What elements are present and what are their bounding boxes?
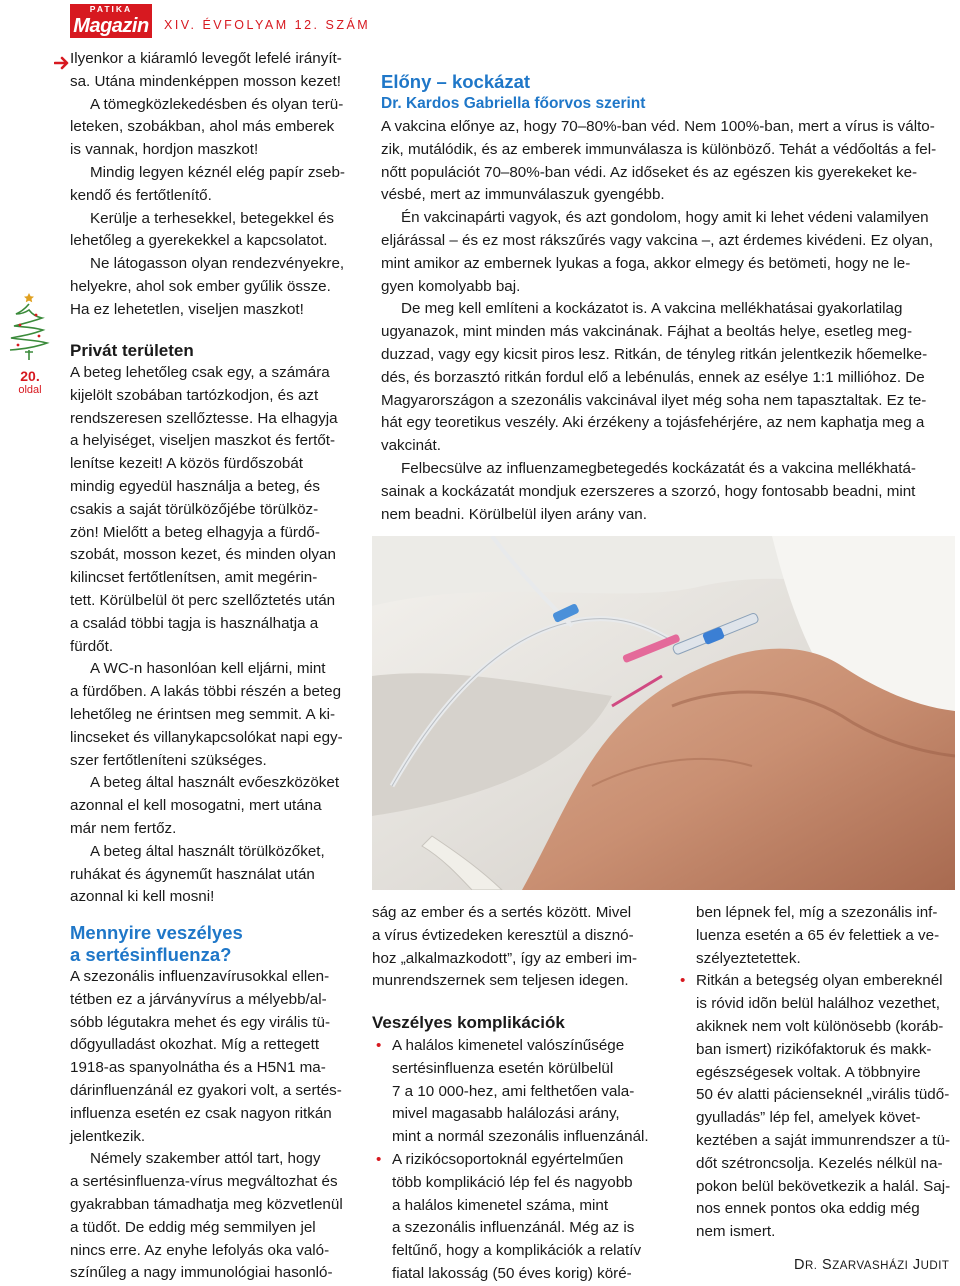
- page-ref-word: oldal: [18, 384, 42, 396]
- text-line: nem beadni. Körülbelül ilyen arány van.: [381, 505, 647, 523]
- text-line: A WC-n hasonlóan kell eljárni, mint: [90, 660, 326, 678]
- text-line: Ilyenkor a kiáramló levegőt lefelé irányít-: [70, 50, 342, 67]
- text-line: szobát, mosson kezet, és minden olyan: [70, 546, 336, 564]
- text-line: a helyiséget, viseljen maszkot és fertőt-: [70, 432, 336, 450]
- text-line: mivel magasabb halálozási arány,: [392, 1105, 620, 1123]
- text-line: jelentkezik.: [70, 1127, 146, 1145]
- text-line: Kerülje a terhesekkel, betegekkel és: [90, 209, 334, 227]
- text-line: zik, mutálódik, és az emberek immunválasza is különböző. Tehát a védőoltás a fel-: [381, 140, 937, 158]
- text-line: duzzad, vagy egy kicsit piros lesz. Ritkán, de tényleg ritkán jelentkezik hőemelke-: [381, 345, 928, 363]
- patika-magazin-logo: [70, 4, 152, 38]
- text-line: sertésinfluenza esetén körülbelül: [392, 1059, 614, 1077]
- text-line: fürdőt.: [70, 637, 114, 655]
- page-ref-number: 20.: [20, 368, 40, 384]
- text-line: leteken, szobákban, ahol más emberek: [70, 118, 335, 136]
- text-line: vésbé, mert az immunválaszuk gyengébb.: [381, 186, 665, 204]
- logo-top-text: PATIKA: [70, 4, 152, 14]
- private-heading: Privát területen: [70, 341, 194, 360]
- author-text: R.: [804, 1260, 818, 1272]
- bullet-icon: •: [376, 1037, 382, 1054]
- text-line: eljárással – és ez most rákszűrés vagy vakcina –, azt érdemes kivédeni. Ez olyan,: [381, 231, 934, 249]
- text-line: a vírus évtizedeken keresztül a disznó-: [372, 926, 634, 944]
- text-line: vakcinát.: [381, 437, 441, 455]
- text-line: Ritkán a betegség olyan embereknél: [696, 972, 943, 990]
- text-line: pokon belül bekövetkezik a halál. Saj-: [696, 1177, 951, 1195]
- text-line: feltűnő, hogy a komplikációk a relatív: [392, 1242, 642, 1260]
- text-line: dőgyulladást okozhat. Míg a rettegett: [70, 1036, 320, 1054]
- author-text: UDIT: [920, 1260, 950, 1272]
- text-line: helyekre, ahol sok ember gyűlik össze.: [70, 277, 331, 295]
- text-line: keztében a saját immunrendszer a tü-: [696, 1131, 951, 1149]
- bullet-icon: •: [376, 1150, 382, 1168]
- text-line: zön! Mielőtt a beteg elhagyja a fürdő-: [70, 523, 320, 541]
- text-line: munrendszernek sem teljesen idegen.: [372, 972, 629, 990]
- list-item: [372, 1035, 672, 1149]
- text-line: kilincset fertőtlenítsen, amit megérin-: [70, 569, 318, 587]
- text-line: Némely szakember attól tart, hogy: [90, 1150, 321, 1168]
- text-line: a szezonális influenzánál. Még az is: [392, 1219, 635, 1237]
- text-line: ruhákat és ágyneműt használat után: [70, 865, 315, 883]
- christmas-tree-icon: [6, 290, 52, 362]
- text-line: gyen komolyabb baj.: [381, 277, 521, 295]
- complications-list: [372, 1035, 672, 1286]
- text-line: ben lépnek fel, míg a szezonális inf-: [696, 904, 938, 921]
- text-line: már nem fertőz.: [70, 819, 177, 837]
- danger-heading-line-1: Mennyire veszélyes: [70, 922, 243, 943]
- text-line: Magyarországon a szezonális vakcinával ilyet még soha nem tapasztaltak. Ez te-: [381, 391, 927, 409]
- text-line: is róvid idõn belül halálhoz vezethet,: [696, 995, 940, 1013]
- text-line: 7 a 10 000-hez, ami felthetően vala-: [392, 1082, 635, 1100]
- text-line: dőt szétroncsolja. Kezelés nélkül na-: [696, 1154, 943, 1172]
- text-line: tett. Körülbelül öt perc szellőztetés után: [70, 591, 336, 609]
- page-reference: [14, 368, 46, 397]
- logo-main-text: Magazin: [70, 14, 152, 38]
- text-line: több komplikáció lép fel és nagyobb: [392, 1173, 633, 1191]
- text-line: tétben ez a járványvírus a mélyebb/al-: [70, 990, 327, 1008]
- interview-text: [381, 116, 953, 526]
- iv-drip-hand-photo: [372, 536, 955, 890]
- text-line: egészségesek voltak. A többnyire: [696, 1063, 921, 1081]
- text-line: ság az ember és a sertés között. Mivel: [372, 904, 632, 921]
- intro-text: [70, 48, 362, 322]
- text-line: a fürdőben. A lakás többi részén a beteg: [70, 683, 342, 701]
- text-line: nem ismert.: [696, 1223, 776, 1241]
- text-line: színűleg a nagy immunológiai hasonló-: [70, 1264, 333, 1282]
- text-line: lincseket és villanykapcsolókat napi egy-: [70, 728, 343, 746]
- text-line: a sertésinfluenza-vírus megváltozhat és: [70, 1173, 338, 1191]
- text-line: A beteg által használt evőeszközöket: [90, 774, 340, 792]
- text-line: csakis a saját törülközőjébe törülköz-: [70, 500, 319, 518]
- text-line: luenza esetén a 65 év felettiek a ve-: [696, 926, 940, 944]
- text-line: A tömegközlekedésben és olyan terü-: [90, 95, 344, 113]
- text-line: dés, és borzasztó ritkán fordul elő a lebénulás, ennek az esélye 1:1 millióhoz. De: [381, 368, 925, 386]
- danger-heading-line-2: a sertésinfluenza?: [70, 944, 232, 965]
- text-line: lehetőleg a gyerekekkel a kapcsolatot.: [70, 232, 328, 250]
- text-line: a tüdőt. De eddig még semmilyen jel: [70, 1218, 316, 1236]
- private-text: [70, 362, 362, 909]
- text-line: gyulladás” lép fel, amelyek követ-: [696, 1109, 921, 1127]
- text-line: Ne látogasson olyan rendezvényekre,: [90, 255, 345, 273]
- text-line: nos ennek pontos oka eddig még: [696, 1200, 920, 1218]
- magazine-header: [70, 4, 370, 40]
- text-line: sóbb légutakra mehet és egy virális tü-: [70, 1013, 331, 1031]
- text-line: A beteg által használt törülközőket,: [90, 842, 325, 860]
- text-line: A beteg lehetőleg csak egy, a számára: [70, 364, 330, 381]
- text-line: mint amikor az embernek lyukas a foga, akkor elmegy és betömeti, hogy ne le-: [381, 254, 911, 272]
- text-line: azonnal el kell mosogatni, mert utána: [70, 797, 322, 815]
- middle-continuation-text: [372, 902, 664, 993]
- text-line: sa. Utána mindenképpen mosson kezet!: [70, 72, 342, 90]
- text-line: A halálos kimenetel valószínűsége: [392, 1037, 625, 1054]
- volume-issue-label: XIV. ÉVFOLYAM 12. SZÁM: [164, 18, 371, 32]
- complications-heading: Veszélyes komplikációk: [372, 1013, 565, 1032]
- text-line: akiknek nem volt különösebb (koráb-: [696, 1017, 944, 1035]
- danger-heading: [70, 922, 362, 966]
- text-line: lehetőleg ne érintsen meg semmit. A ki-: [70, 705, 336, 723]
- text-line: Én vakcinapárti vagyok, és azt gondolom, hogy amit ki lehet védeni valamilyen: [401, 209, 929, 227]
- text-line: influenza esetén ez csak nagyon ritkán: [70, 1104, 332, 1122]
- text-line: szer fertőtleníteni szükséges.: [70, 751, 267, 769]
- list-item: [676, 970, 956, 1244]
- red-arrow-icon: [54, 56, 70, 70]
- right-continuation-text: [676, 902, 956, 1244]
- advantage-risk-heading: Előny – kockázat: [381, 71, 531, 92]
- text-line: A vakcina előnye az, hogy 70–80%-ban véd. Nem 100%-ban, mert a vírus is válto-: [381, 118, 935, 135]
- author-signature: [794, 1257, 949, 1273]
- text-line: hoz „alkalmazkodott”, így az emberi im-: [372, 949, 638, 967]
- text-line: Felbecsülve az influenzamegbetegedés kockázatát és a vakcina mellékhatá-: [401, 459, 916, 477]
- text-line: ugyanazok, mint minden más vakcinának. Fájhat a beoltás helye, esetleg meg-: [381, 323, 913, 341]
- doctor-subheading: Dr. Kardos Gabriella főorvos szerint: [381, 95, 646, 112]
- text-line: 50 év alatti pácienseknél „virális tüdő-: [696, 1086, 950, 1104]
- text-line: De meg kell említeni a kockázatot is. A vakcina mellékhatásai gyakorlatilag: [401, 300, 903, 318]
- text-line: kendő és fertőtlenítő.: [70, 186, 212, 204]
- text-line: rendszeresen szellőztesse. Ha elhagyja: [70, 409, 338, 427]
- danger-text: [70, 966, 362, 1285]
- text-line: ban ismert) rizikófaktoruk és makk-: [696, 1040, 932, 1058]
- author-text: D: [794, 1257, 805, 1273]
- text-line: sainak a kockázatát mondjuk ezerszeres a szorzó, hogy fontosabb beadni, mint: [381, 482, 916, 500]
- bullet-icon: •: [680, 972, 686, 990]
- author-text: J: [912, 1257, 921, 1273]
- text-line: kijelölt szobában tartózkodjon, és azt: [70, 386, 319, 404]
- text-line: mindig egyedül használja a beteg, és: [70, 477, 320, 495]
- list-item: [372, 1149, 672, 1286]
- text-line: A rizikócsoportoknál egyértelműen: [392, 1150, 624, 1168]
- text-line: Ha ez lehetetlen, viseljen maszkot!: [70, 300, 304, 318]
- text-line: fiatal lakosság (50 éves korig) köré-: [392, 1264, 632, 1282]
- text-line: a család többi tagja is használhatja a: [70, 614, 319, 632]
- text-line: Mindig legyen kéznél elég papír zseb-: [90, 163, 345, 181]
- text-line: azonnal ki kell mosni!: [70, 888, 215, 906]
- text-line: lenítse kezeit! A közös fürdőszobát: [70, 455, 304, 473]
- text-line: gyakrabban támadhatja meg közvetlenül: [70, 1195, 343, 1213]
- author-text: S: [822, 1257, 833, 1273]
- text-line: szélyeztetettek.: [696, 949, 801, 967]
- author-text: ZARVASHÁZI: [832, 1260, 909, 1272]
- text-line: a halálos kimenetel száma, mint: [392, 1196, 609, 1214]
- text-line: mint a normál szezonális influenzánál.: [392, 1128, 649, 1146]
- text-line: nincs erre. Az enyhe lefolyás oka való-: [70, 1241, 330, 1259]
- text-line: dárinfluenzánál ez gyakori volt, a sertés-: [70, 1081, 342, 1099]
- text-line: 1918-as spanyolnátha és a H5N1 ma-: [70, 1059, 326, 1077]
- text-line: nőtt populációt 70–80%-ban védi. Az időseket és az egészen kis gyerekeket ke-: [381, 163, 918, 181]
- text-line: hát egy teoretikus veszély. Aki érzékeny a tojásfehérjére, az nem kaphatja meg a: [381, 414, 925, 432]
- text-line: is vannak, hordjon maszkot!: [70, 141, 259, 159]
- text-line: A szezonális influenzavírusokkal ellen-: [70, 968, 330, 985]
